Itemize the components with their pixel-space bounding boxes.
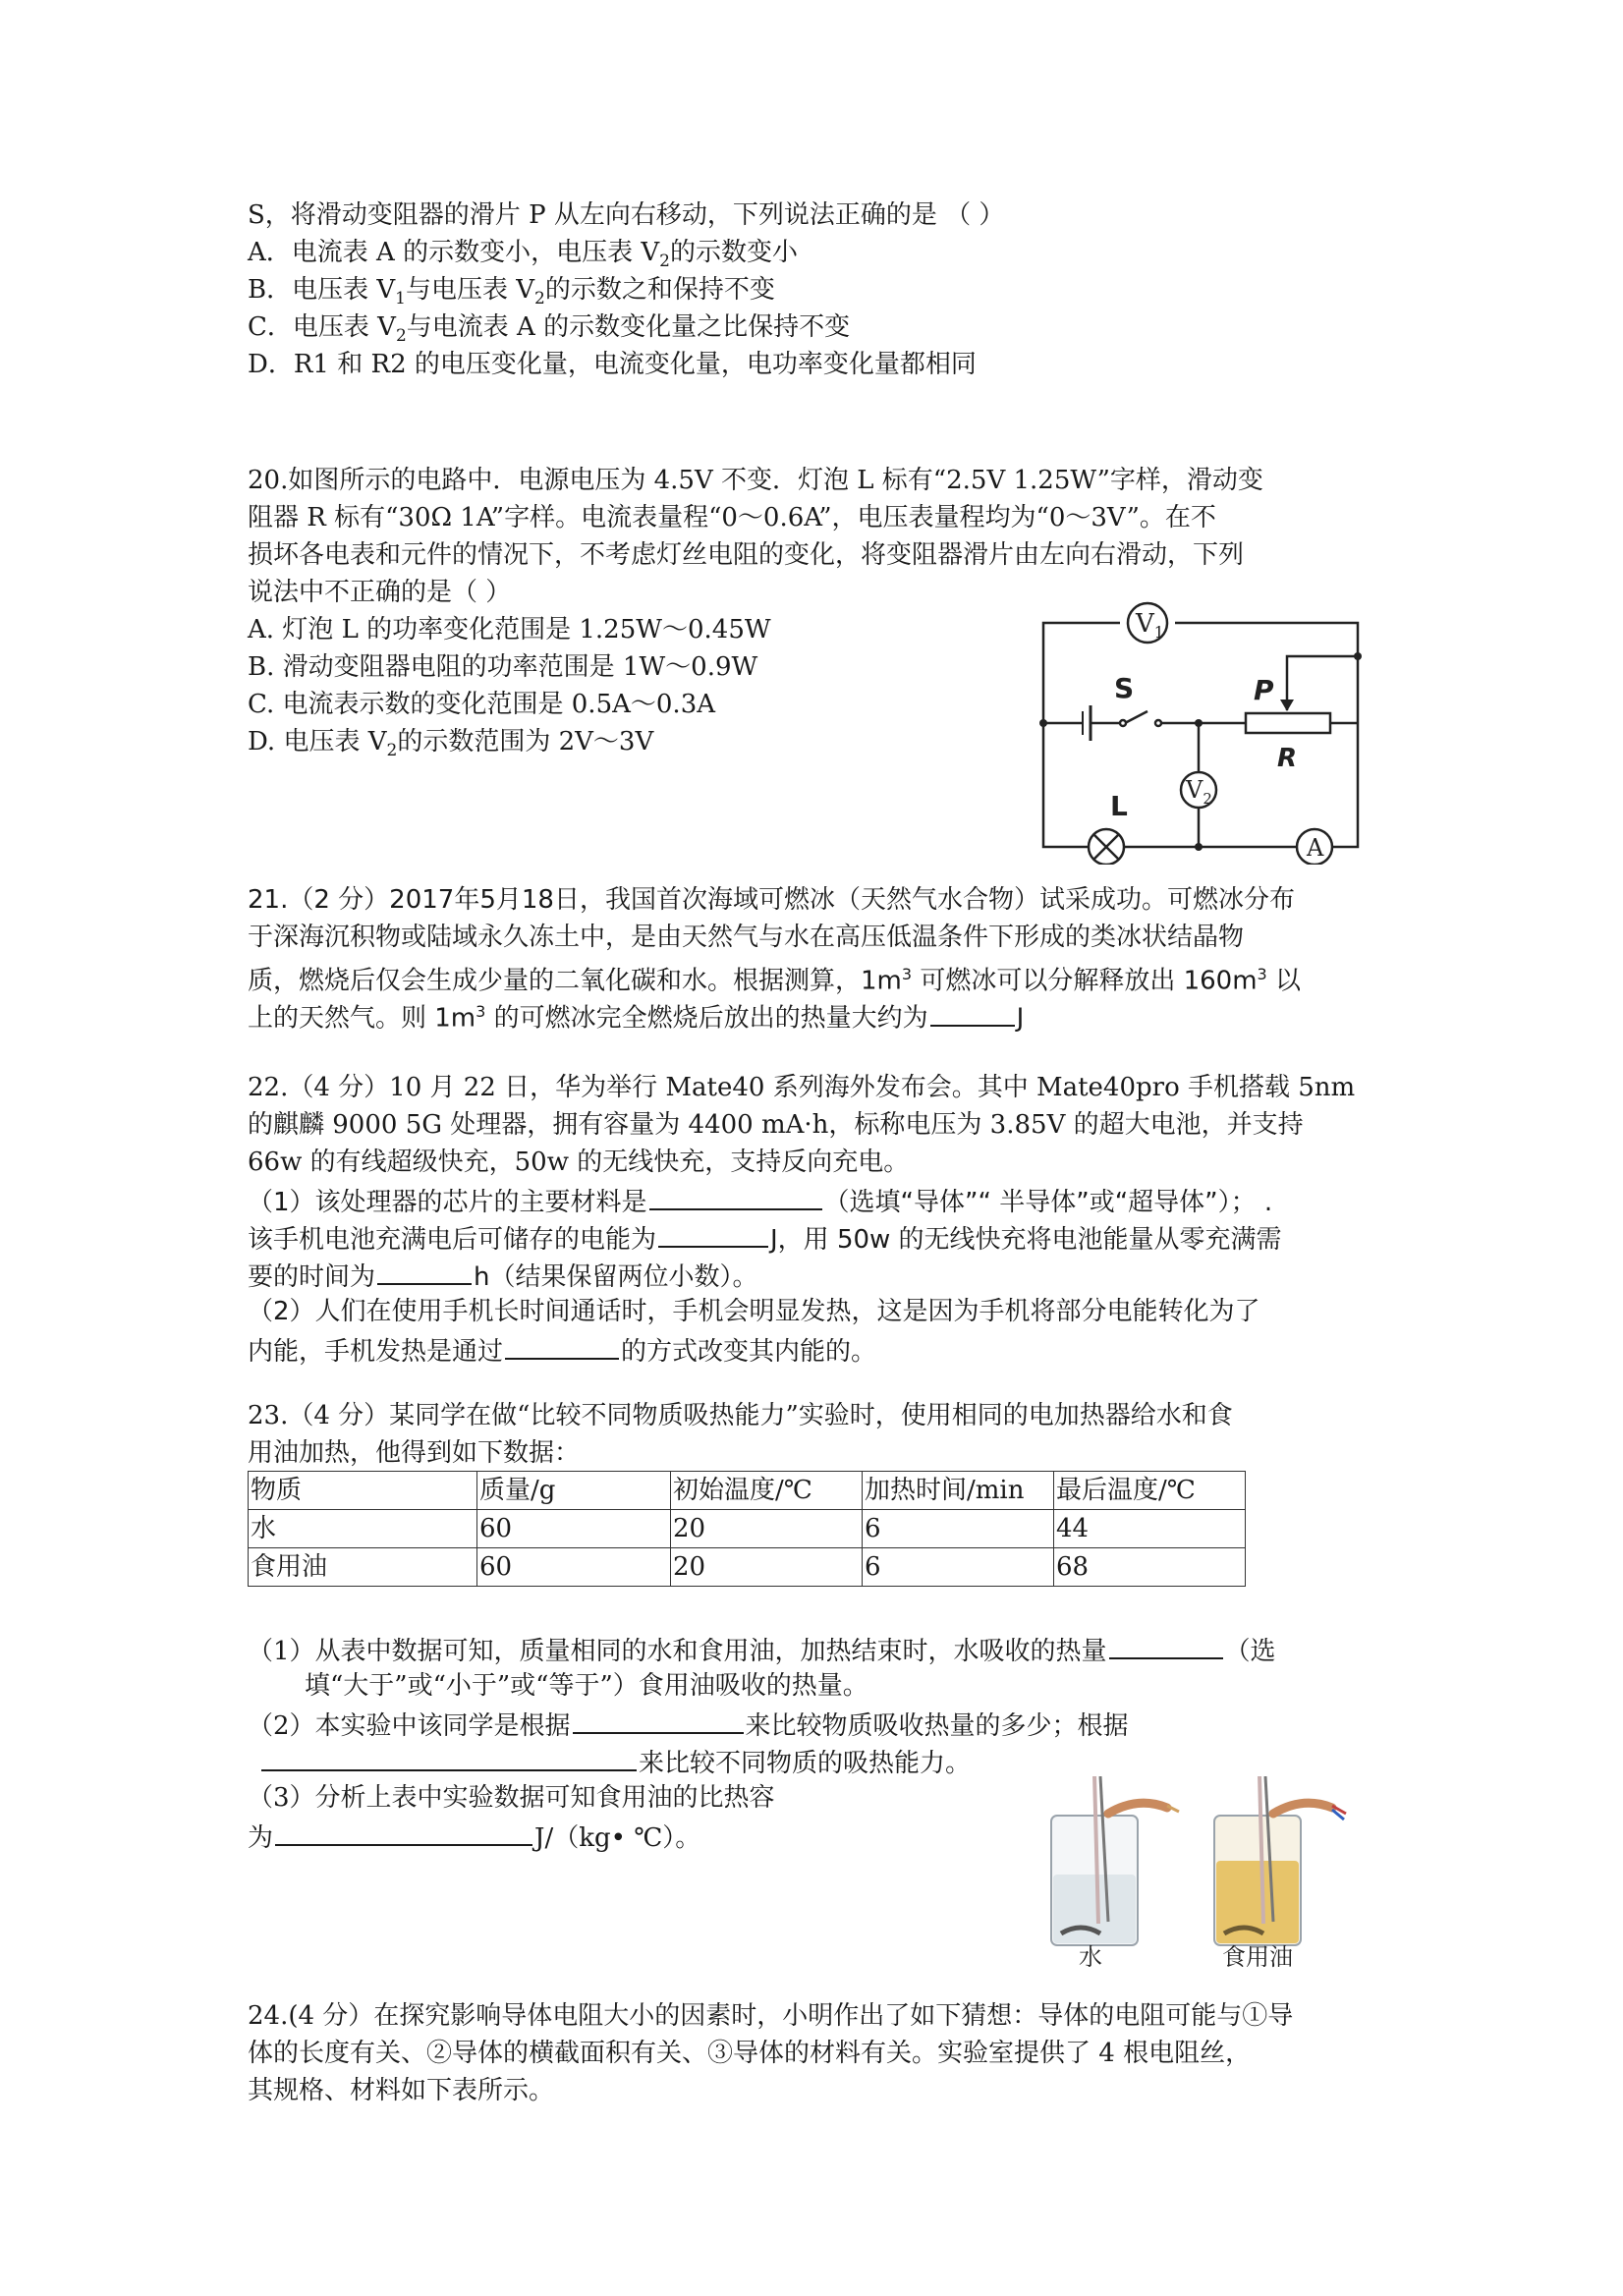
q22-part2: （2）人们在使用手机长时间通话时，手机会明显发热，这是因为手机将部分电能转化为了 (248, 1297, 1260, 1326)
q19-option-b: B．电压表 $V_1$与电压表 $V_2$的示数之和保持不变 (248, 275, 775, 309)
q23-sub2: （2）本实验中该同学是根据 来比较物质吸收热量的多少；根据 (248, 1705, 1129, 1745)
q23-basis-blank-2[interactable] (261, 1742, 637, 1771)
label-switch: S (1114, 672, 1135, 704)
label-lamp: L (1110, 790, 1128, 822)
table-header-cell: 质量/g (477, 1472, 671, 1510)
table-header-cell: 物质 (249, 1472, 477, 1510)
label-oil: 食用油 (1222, 1943, 1293, 1971)
q24-line-1: 24.(4 分）在探究影响导体电阻大小的因素时，小明作出了如下猜想：导体的电阻可能与①导 (248, 2001, 1294, 2031)
table-cell: 20 (671, 1510, 863, 1548)
table-cell: 20 (671, 1548, 863, 1587)
table-row (249, 1548, 1246, 1587)
q20-line-4: 说法中不正确的是（ ） (248, 578, 512, 607)
q22-part1: （1）该处理器的芯片的主要材料是 （选填“导体”“ 半导体”或“超导体”）； . (248, 1181, 1272, 1221)
q22-method-blank[interactable] (505, 1330, 619, 1360)
q22-part2-cont: 内能，手机发热是通过 的方式改变其内能的。 (248, 1330, 876, 1371)
table-header-cell: 加热时间/min (863, 1472, 1054, 1510)
label-slider: P (1254, 674, 1274, 706)
label-resistor: R (1277, 744, 1298, 773)
q23-heat-blank[interactable] (1109, 1630, 1223, 1659)
q21-line-1: 21.（2 分）2017年5月18日，我国首次海域可燃冰（天然气水合物）试采成功。可燃冰分布 (248, 885, 1295, 915)
label-v2: $V_2$ (1186, 776, 1212, 808)
q23-basis-blank-1[interactable] (573, 1705, 744, 1734)
q24-line-3: 其规格、材料如下表所示。 (248, 2076, 555, 2105)
table-cell: 44 (1054, 1510, 1246, 1548)
table-header-cell: 初始温度/℃ (671, 1472, 863, 1510)
q21-line-2: 于深海沉积物或陆域永久冻土中，是由天然气与水在高压低温条件下形成的类冰状结晶物 (248, 923, 1245, 952)
q22-part1-energy: 该手机电池充满电后可储存的电能为 J，用 50w 的无线快充将电池能量从零充满需 (248, 1218, 1282, 1259)
q23-sub1-cont: 填“大于”或“小于”或“等于”）食用油吸收的热量。 (305, 1671, 868, 1701)
q22-line-3: 66w 的有线超级快充，50w 的无线快充，支持反向充电。 (248, 1148, 910, 1177)
q23-specific-heat-blank[interactable] (275, 1817, 532, 1846)
q20-option-d: D. 电压表 $V_2$的示数范围为 2V～3V (248, 727, 654, 761)
beakers-illustration (1039, 1776, 1393, 1973)
table-cell: 6 (863, 1510, 1054, 1548)
q19-option-d: D．R1 和 R2 的电压变化量，电流变化量，电功率变化量都相同 (248, 350, 977, 379)
table-cell: 水 (249, 1510, 477, 1548)
table-cell: 60 (477, 1548, 671, 1587)
water-beaker-icon (1051, 1776, 1179, 1945)
q22-line-1: 22.（4 分）10 月 22 日，华为举行 Mate40 系列海外发布会。其中 Mate40pro 手机搭载 5nm (248, 1073, 1356, 1102)
table-cell: 60 (477, 1510, 671, 1548)
table-cell: 食用油 (249, 1548, 477, 1587)
q23-sub1: （1）从表中数据可知，质量相同的水和食用油，加热结束时，水吸收的热量 （选 (248, 1630, 1276, 1670)
q21-line-3: 质，燃烧后仅会生成少量的二氧化碳和水。根据测算，$1m^3$ 可燃冰可以分解释放出 $160m^3$ 以 (248, 965, 1301, 996)
table-cell: 68 (1054, 1548, 1246, 1587)
table-row (249, 1510, 1246, 1548)
q23-sub3: （3）分析上表中实验数据可知食用油的比热容 (248, 1783, 775, 1813)
label-v1: $V_1$ (1136, 609, 1164, 642)
q22-part1-time: 要的时间为 h（结果保留两位小数）。 (248, 1256, 758, 1296)
q22-time-blank[interactable] (377, 1256, 472, 1285)
circuit-diagram (1030, 589, 1373, 865)
q23-sub2-cont: 来比较不同物质的吸热能力。 (259, 1742, 971, 1782)
q21-line-4: 上的天然气。则 $1m^3$ 的可燃冰完全燃烧后放出的热量大约为 J (248, 993, 1024, 1037)
q23-line-2: 用油加热，他得到如下数据： (248, 1438, 581, 1468)
q19-stem: S，将滑动变阻器的滑片 P 从左向右移动，下列说法正确的是 （ ） (248, 200, 1005, 230)
q19-option-c: C．电压表 $V_2$与电流表 A 的示数变化量之比保持不变 (248, 312, 851, 347)
q23-sub3-cont: 为 J/（kg• ℃）。 (248, 1817, 700, 1857)
q23-line-1: 23.（4 分）某同学在做“比较不同物质吸热能力”实验时，使用相同的电加热器给水和食 (248, 1401, 1233, 1430)
table-cell: 6 (863, 1548, 1054, 1587)
label-water: 水 (1079, 1943, 1102, 1971)
table-header-row (249, 1472, 1246, 1510)
q20-option-a: A. 灯泡 L 的功率变化范围是 1.25W～0.45W (248, 615, 771, 644)
label-ammeter: A (1307, 834, 1324, 862)
q23-data-table (248, 1471, 1246, 1587)
q22-line-2: 的麒麟 9000 5G 处理器，拥有容量为 4400 mA·h，标称电压为 3.85V 的超大电池，并支持 (248, 1110, 1304, 1140)
q20-option-c: C. 电流表示数的变化范围是 0.5A～0.3A (248, 690, 716, 719)
q22-energy-blank[interactable] (658, 1218, 768, 1248)
q22-material-blank[interactable] (649, 1181, 822, 1210)
q20-line-1: 20.如图所示的电路中．电源电压为 4.5V 不变．灯泡 L 标有“2.5V 1.25W”字样，滑动变 (248, 466, 1263, 495)
table-header-cell: 最后温度/℃ (1054, 1472, 1246, 1510)
q19-option-a: A．电流表 A 的示数变小，电压表 $V_2$的示数变小 (248, 238, 798, 272)
q24-line-2: 体的长度有关、②导体的横截面积有关、③导体的材料有关。实验室提供了 4 根电阻丝， (248, 2039, 1252, 2068)
q20-line-2: 阻器 R 标有“30Ω 1A”字样。电流表量程“0～0.6A”，电压表量程均为“0～3V”。在不 (248, 503, 1216, 532)
q20-line-3: 损坏各电表和元件的情况下，不考虑灯丝电阻的变化，将变阻器滑片由左向右滑动，下列 (248, 540, 1245, 570)
q21-answer-blank[interactable] (930, 997, 1015, 1027)
q20-option-b: B. 滑动变阻器电阻的功率范围是 1W～0.9W (248, 652, 758, 682)
oil-beaker-icon (1214, 1776, 1346, 1945)
